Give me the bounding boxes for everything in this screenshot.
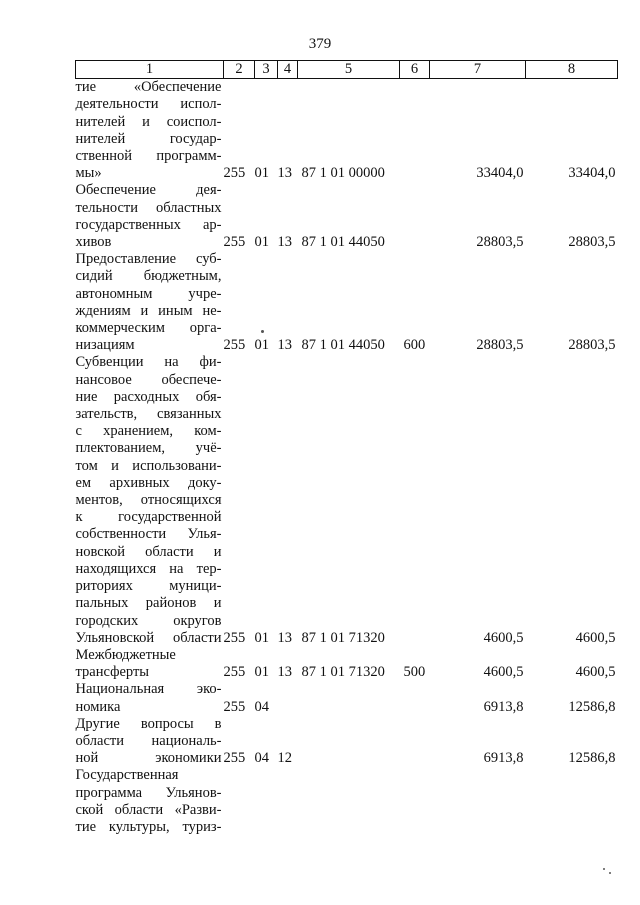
row-c5-cell <box>298 767 400 836</box>
row-name-line: тельности областных <box>75 199 222 216</box>
row-name-line: Другие вопросы в <box>75 715 222 732</box>
row-c3-cell: 01 <box>254 337 269 354</box>
row-name-line: нансовое обеспече- <box>75 371 222 388</box>
row-name-cell <box>76 716 224 768</box>
row-name-line: сидий бюджетным, <box>75 268 222 285</box>
row-c4-cell: 12 <box>277 750 292 767</box>
row-name-line: к государственной <box>75 509 222 526</box>
row-name-line: программа Ульянов- <box>75 784 222 801</box>
row-c5-cell: 87 1 01 71320 <box>301 664 385 681</box>
row-c5-cell <box>298 716 400 768</box>
row-name-line: низациям <box>75 337 135 354</box>
row-c8-cell: 28803,5 <box>568 337 616 354</box>
row-name-line: мы» <box>75 165 102 182</box>
row-name-line: коммерческим орга- <box>75 320 222 337</box>
row-name-line: зательств, связанных <box>75 406 222 423</box>
table-row <box>76 681 618 715</box>
header-col-2: 2 <box>224 61 255 79</box>
row-name-line: нителей и соиспол- <box>75 113 222 130</box>
row-c2-cell: 255 <box>223 664 246 681</box>
row-name-line: находящихся на тер- <box>75 560 222 577</box>
row-name-line: городских округов <box>75 612 222 629</box>
row-c8-cell: 28803,5 <box>568 234 616 251</box>
page-number: 379 <box>308 36 332 52</box>
row-name-line: номика <box>75 698 121 715</box>
table-row <box>76 79 618 183</box>
row-c2-cell: 255 <box>223 750 246 767</box>
header-row <box>76 61 618 79</box>
row-c5-cell: 87 1 01 44050 <box>301 337 385 354</box>
header-col-6: 6 <box>400 61 430 79</box>
header-col-1: 1 <box>76 61 224 79</box>
row-name-line: деятельности испол- <box>75 96 222 113</box>
row-name-line: ем архивных доку- <box>75 474 222 491</box>
row-c8-cell: 4600,5 <box>575 664 616 681</box>
row-c6-cell: 500 <box>403 664 426 681</box>
row-name-line: с хранением, ком- <box>75 423 222 440</box>
row-name-cell <box>76 767 224 836</box>
row-c2-cell: 255 <box>223 698 246 715</box>
row-c8-cell <box>526 767 618 836</box>
row-name-line: трансферты <box>75 664 150 681</box>
scan-speck <box>609 872 611 874</box>
row-c6-cell <box>400 716 430 768</box>
row-name-line: Государственная <box>75 767 179 784</box>
table-body <box>76 79 618 836</box>
row-c7-cell: 6913,8 <box>483 750 524 767</box>
row-name-line: ственной программ- <box>75 148 222 165</box>
row-c3-cell: 04 <box>254 750 269 767</box>
row-c7-cell: 28803,5 <box>476 337 524 354</box>
table-row <box>76 767 618 836</box>
row-name-line: ждениям и иным не- <box>75 302 222 319</box>
row-c6-cell: 600 <box>403 337 426 354</box>
row-name-line: пальных районов и <box>75 595 222 612</box>
row-c3-cell: 01 <box>254 629 269 646</box>
row-c5-cell <box>298 681 400 715</box>
row-name-line: тие «Обеспечение <box>75 79 222 96</box>
row-c5-cell: 87 1 01 44050 <box>301 234 385 251</box>
row-name-line: ние расходных обя- <box>75 388 222 405</box>
row-name-cell <box>76 681 224 715</box>
row-name-line: ской области «Разви- <box>75 801 222 818</box>
row-c5-cell: 87 1 01 71320 <box>301 629 385 646</box>
row-name-line: Обеспечение дея- <box>75 182 222 199</box>
row-c7-cell: 6913,8 <box>483 698 524 715</box>
header-col-8: 8 <box>526 61 618 79</box>
budget-table <box>75 60 618 836</box>
row-name-cell <box>76 79 224 183</box>
table-row <box>76 182 618 251</box>
row-name-line: Межбюджетные <box>75 646 176 663</box>
row-c7-cell: 33404,0 <box>476 165 524 182</box>
row-c4-cell <box>278 767 298 836</box>
row-c7-cell: 4600,5 <box>483 664 524 681</box>
row-c5-cell: 87 1 01 00000 <box>301 165 385 182</box>
row-c8-cell: 4600,5 <box>575 629 616 646</box>
row-c3-cell: 01 <box>254 234 269 251</box>
row-name-line: государственных ар- <box>75 216 222 233</box>
row-c4-cell: 13 <box>277 664 292 681</box>
header-col-5: 5 <box>298 61 400 79</box>
row-name-line: Субвенции на фи- <box>75 354 222 371</box>
scan-speck <box>603 868 605 870</box>
row-c3-cell: 01 <box>254 664 269 681</box>
row-name-line: плектованием, учё- <box>75 440 222 457</box>
row-name-line: ментов, относящихся <box>75 492 222 509</box>
header-col-7: 7 <box>430 61 526 79</box>
row-c4-cell: 13 <box>277 165 292 182</box>
row-c2-cell: 255 <box>223 165 246 182</box>
row-name-line: тие культуры, туриз- <box>75 818 222 835</box>
table-row <box>76 647 618 681</box>
row-name-line: автономным учре- <box>75 285 222 302</box>
row-c4-cell: 13 <box>277 629 292 646</box>
row-c8-cell: 12586,8 <box>568 750 616 767</box>
row-c3-cell <box>255 767 278 836</box>
row-c8-cell: 12586,8 <box>568 698 616 715</box>
scan-speck <box>261 330 264 333</box>
row-c7-cell <box>430 767 526 836</box>
row-name-line: области националь- <box>75 732 222 749</box>
table-row <box>76 716 618 768</box>
row-c7-cell: 4600,5 <box>483 629 524 646</box>
row-name-cell <box>76 182 224 251</box>
table-row <box>76 251 618 354</box>
row-name-cell <box>76 647 224 681</box>
row-c6-cell <box>400 354 430 646</box>
row-c2-cell <box>224 767 255 836</box>
row-c6-cell <box>400 681 430 715</box>
header-col-3: 3 <box>255 61 278 79</box>
row-c3-cell: 01 <box>254 165 269 182</box>
table-row <box>76 354 618 646</box>
row-name-line: нителей государ- <box>75 130 222 147</box>
row-name-line: Предоставление суб- <box>75 251 222 268</box>
row-c8-cell: 33404,0 <box>568 165 616 182</box>
row-name-line: риториях муници- <box>75 578 222 595</box>
row-c6-cell <box>400 767 430 836</box>
row-name-line: новской области и <box>75 543 222 560</box>
row-c4-cell: 13 <box>277 337 292 354</box>
table-header <box>76 61 618 79</box>
header-col-4: 4 <box>278 61 298 79</box>
row-name-line: Ульяновской области <box>75 629 222 646</box>
row-c2-cell: 255 <box>223 629 246 646</box>
row-name-line: Национальная эко- <box>75 681 222 698</box>
row-c2-cell: 255 <box>223 234 246 251</box>
row-c2-cell: 255 <box>223 337 246 354</box>
row-c3-cell: 04 <box>254 698 269 715</box>
row-name-line: хивов <box>75 234 112 251</box>
row-c4-cell: 13 <box>277 234 292 251</box>
row-name-line: ной экономики <box>75 750 222 767</box>
row-c6-cell <box>400 79 430 183</box>
row-name-cell <box>76 251 224 354</box>
row-c4-cell <box>278 681 298 715</box>
row-name-cell <box>76 354 224 646</box>
row-c6-cell <box>400 182 430 251</box>
row-name-line: собственности Улья- <box>75 526 222 543</box>
row-c7-cell: 28803,5 <box>476 234 524 251</box>
row-name-line: том и использовани- <box>75 457 222 474</box>
